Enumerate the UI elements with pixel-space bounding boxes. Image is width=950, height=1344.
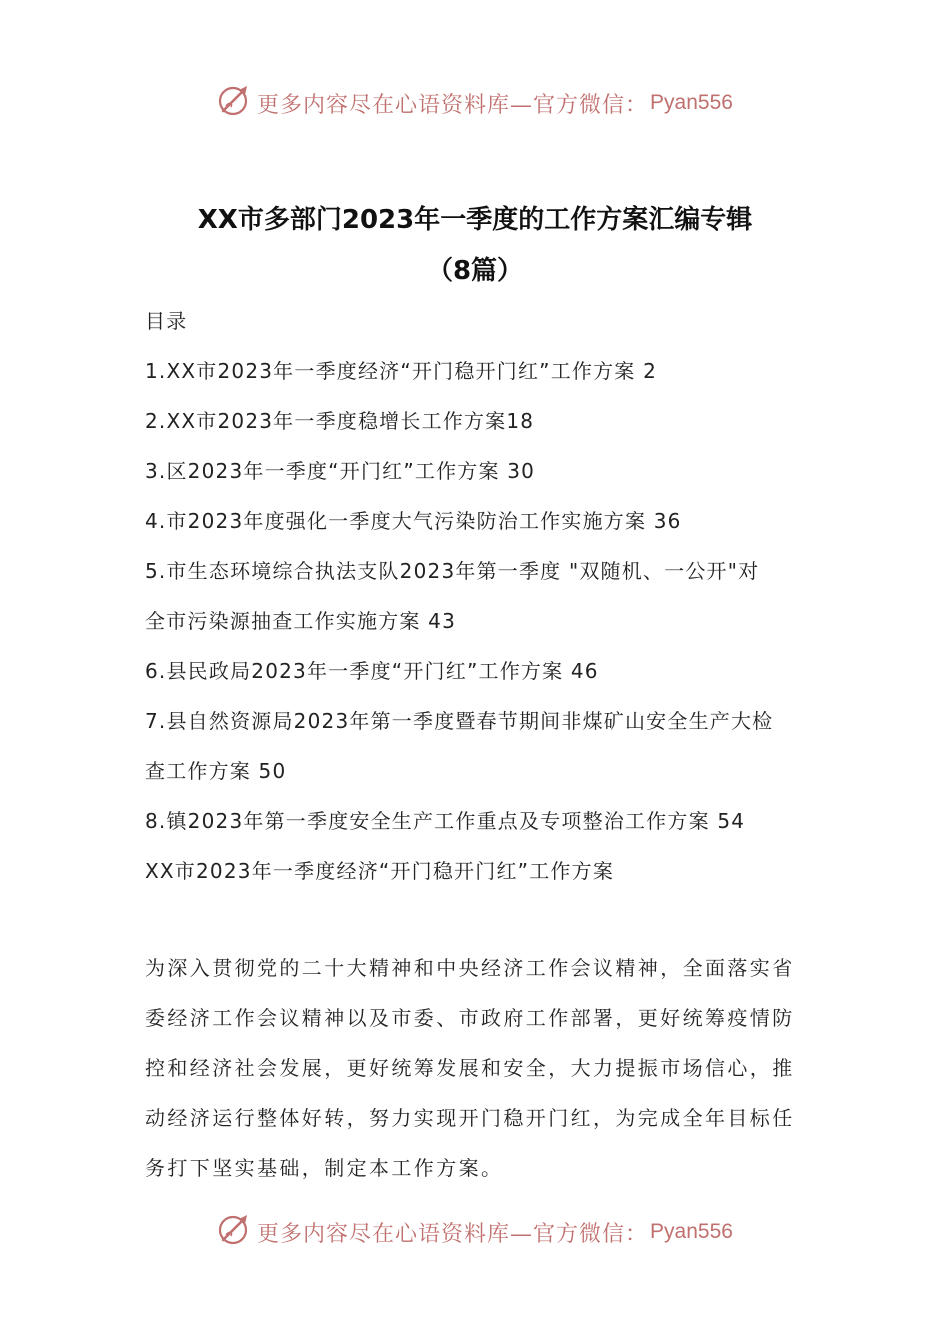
toc-entry-continuation[interactable]: 全市污染源抽查工作实施方案 43 — [145, 609, 457, 633]
section-title: XX市2023年一季度经济“开门稳开门红”工作方案 — [145, 859, 615, 883]
watermark-text: 更多内容尽在心语资料库—官方微信： — [257, 92, 649, 118]
toc-entry[interactable]: 2.XX市2023年一季度稳增长工作方案18 — [145, 409, 535, 433]
toc-entry[interactable]: 3.区2023年一季度“开门红”工作方案 30 — [145, 459, 536, 483]
toc-entry[interactable]: 5.市生态环境综合执法支队2023年第一季度 "双随机、一公开"对 — [145, 559, 760, 583]
watermark-wechat-id: Pyan556 — [650, 1220, 733, 1243]
pen-logo-icon — [217, 1213, 251, 1247]
paragraph-line: 控和经济社会发展，更好统筹发展和安全，大力提振市场信心，推 — [145, 1056, 795, 1080]
document-subtitle: （8篇） — [426, 256, 524, 286]
pen-logo-icon — [217, 84, 251, 118]
toc-entry[interactable]: 1.XX市2023年一季度经济“开门稳开门红”工作方案 2 — [145, 359, 657, 383]
watermark-text: 更多内容尽在心语资料库—官方微信： — [257, 1221, 649, 1247]
watermark-header — [0, 83, 950, 123]
paragraph-line: 动经济运行整体好转，努力实现开门稳开门红，为完成全年目标任 — [145, 1106, 795, 1130]
watermark-wechat-id: Pyan556 — [650, 91, 733, 114]
paragraph-line: 委经济工作会议精神以及市委、市政府工作部署，更好统筹疫情防 — [145, 1006, 795, 1030]
table-of-contents — [145, 296, 810, 896]
toc-entry[interactable]: 4.市2023年度强化一季度大气污染防治工作实施方案 36 — [145, 509, 682, 533]
toc-entry[interactable]: 7.县自然资源局2023年第一季度暨春节期间非煤矿山安全生产大检 — [145, 709, 774, 733]
document-title: XX市多部门2023年一季度的工作方案汇编专辑 — [197, 205, 753, 235]
toc-entry-continuation[interactable]: 查工作方案 50 — [145, 759, 287, 783]
paragraph-line: 为深入贯彻党的二十大精神和中央经济工作会议精神，全面落实省 — [145, 956, 795, 980]
toc-entry[interactable]: 6.县民政局2023年一季度“开门红”工作方案 46 — [145, 659, 599, 683]
toc-entry[interactable]: 8.镇2023年第一季度安全生产工作重点及专项整治工作方案 54 — [145, 809, 746, 833]
body-paragraph — [145, 943, 810, 1193]
watermark-footer — [0, 1212, 950, 1252]
paragraph-line: 务打下坚实基础，制定本工作方案。 — [145, 1156, 504, 1180]
toc-heading: 目录 — [145, 309, 188, 333]
